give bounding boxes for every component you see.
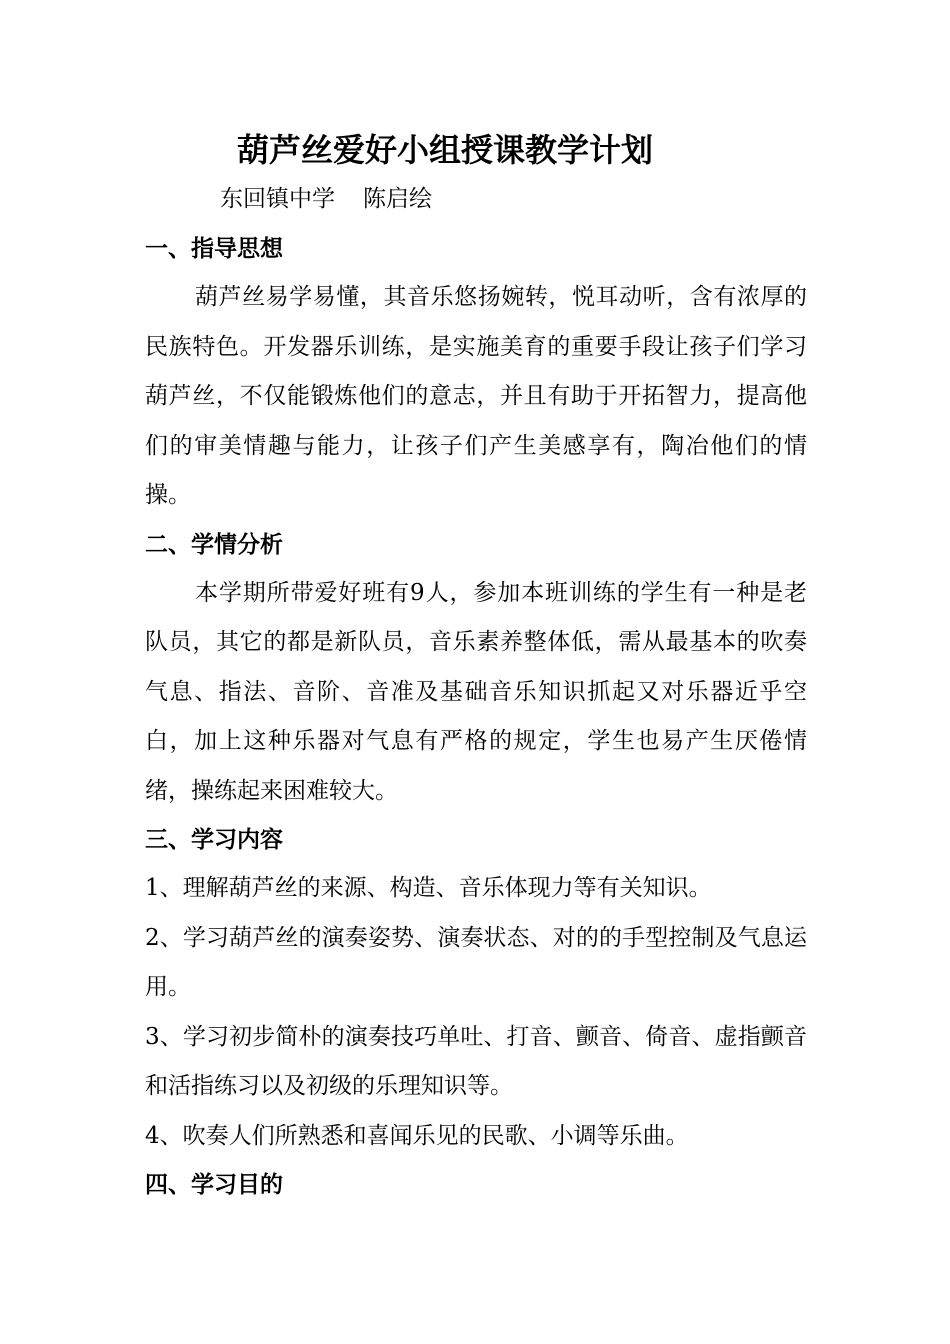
section-learning-content — [145, 816, 807, 1161]
list-item: 3、学习初步简朴的演奏技巧单吐、打音、颤音、倚音、虚指颤音和活指练习以及初级的乐理知识等。 — [145, 1023, 807, 1099]
section-heading: 二、学情分析 — [145, 530, 283, 558]
section-heading: 一、指导思想 — [145, 235, 283, 262]
byline — [220, 181, 432, 217]
school-name: 东回镇中学 — [220, 186, 335, 212]
section-guiding-thought — [145, 225, 807, 521]
list-item: 4、吹奏人们所熟悉和喜闻乐见的民歌、小调等乐曲。 — [145, 1122, 689, 1149]
section-learning-analysis — [145, 521, 807, 817]
list-item: 2、学习葫芦丝的演奏姿势、演奏状态、对的的手型控制及气息运用。 — [145, 924, 807, 1000]
section-paragraph: 葫芦丝易学易懂，其音乐悠扬婉转，悦耳动听，含有浓厚的民族特色。开发器乐训练，是实施美育的重要手段让孩子们学习葫芦丝，不仅能锻炼他们的意志，并且有助于开拓智力，提高他们的审美情趣与能力，让孩子们产生美感享有，陶冶他们的情操。 — [145, 284, 807, 508]
section-paragraph: 本学期所带爱好班有9人，参加本班训练的学生有一种是老队员，其它的都是新队员，音乐素养整体低，需从最基本的吹奏气息、指法、音阶、音准及基础音乐知识抓起又对乐器近乎空白，加上这种乐器对气息有严格的规定，学生也易产生厌倦情绪，操练起来困难较大。 — [145, 579, 807, 804]
section-heading: 三、学习内容 — [145, 826, 283, 853]
document-body — [145, 225, 807, 1209]
author-name: 陈启绘 — [363, 186, 432, 212]
section-heading: 四、学习目的 — [145, 1171, 283, 1198]
section-learning-goals — [145, 1161, 807, 1209]
list-item: 1、理解葫芦丝的来源、构造、音乐体现力等有关知识。 — [145, 875, 712, 901]
page-title: 葫芦丝爱好小组授课教学计划 — [236, 131, 653, 169]
